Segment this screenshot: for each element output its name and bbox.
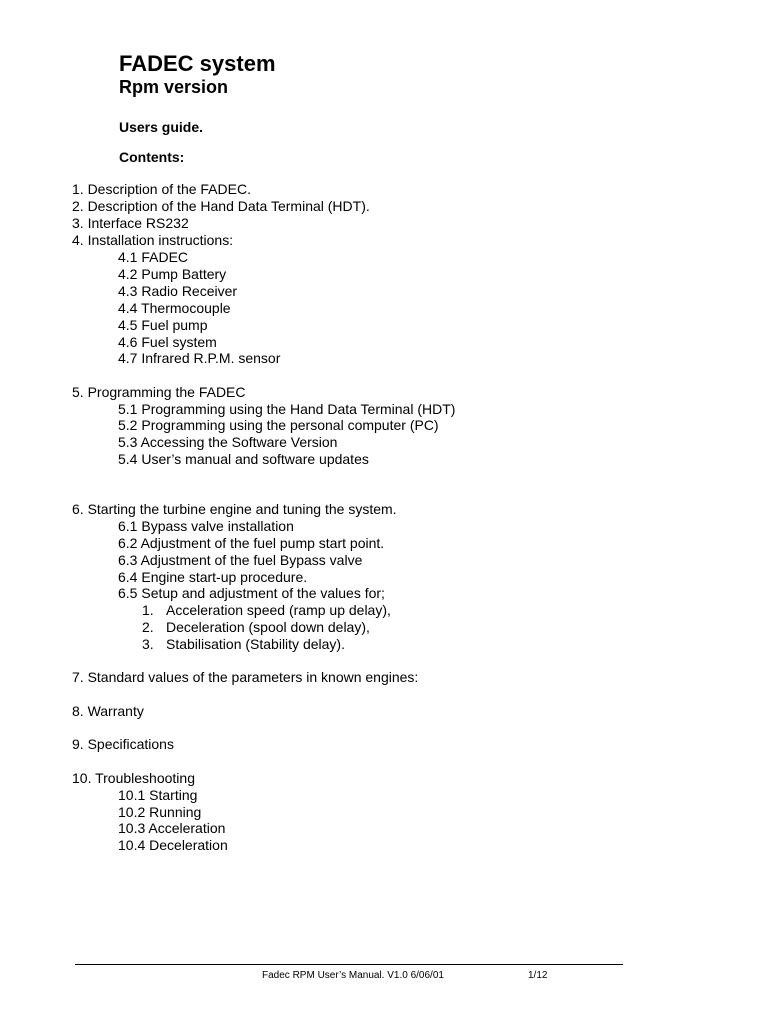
- toc-subitem: 6.3 Adjustment of the fuel Bypass valve: [118, 552, 363, 568]
- toc-subitem: 10.1 Starting: [118, 787, 198, 803]
- toc-subitem: 5.3 Accessing the Software Version: [118, 434, 338, 450]
- footer-rule: [75, 964, 623, 965]
- toc-item: 4. Installation instructions:: [72, 232, 234, 248]
- toc-subitem: 10.3 Acceleration: [118, 820, 226, 836]
- toc-subitem: 4.7 Infrared R.P.M. sensor: [118, 350, 281, 366]
- toc-subitem: 5.4 User’s manual and software updates: [118, 451, 369, 467]
- toc-subsubitem-text: Stabilisation (Stability delay).: [166, 636, 345, 652]
- toc-item: 9. Specifications: [72, 736, 174, 752]
- toc-item: 6. Starting the turbine engine and tuning the system.: [72, 501, 397, 517]
- toc-item: 3. Interface RS232: [72, 215, 189, 231]
- toc-subsubitem-number: 2.: [142, 619, 154, 635]
- toc-subitem: 6.4 Engine start-up procedure.: [118, 569, 308, 585]
- toc-item: 7. Standard values of the parameters in known engines:: [72, 669, 419, 685]
- toc-subitem: 5.2 Programming using the personal computer (PC): [118, 417, 439, 433]
- toc-subsubitem-number: 1.: [142, 602, 154, 618]
- toc-subsubitem-text: Deceleration (spool down delay),: [166, 619, 370, 635]
- toc-subsubitem-number: 3.: [142, 636, 154, 652]
- users-guide-heading: Users guide.: [119, 119, 204, 135]
- toc-subitem: 10.2 Running: [118, 804, 202, 820]
- footer-manual-info: Fadec RPM User’s Manual. V1.0 6/06/01: [262, 970, 444, 981]
- toc-subitem: 4.1 FADEC: [118, 249, 189, 265]
- toc-subitem: 6.5 Setup and adjustment of the values for;: [118, 585, 385, 601]
- toc-subitem: 4.3 Radio Receiver: [118, 283, 238, 299]
- toc-subitem: 6.1 Bypass valve installation: [118, 518, 294, 534]
- toc-subitem: 4.2 Pump Battery: [118, 266, 227, 282]
- document-subtitle: Rpm version: [119, 77, 229, 97]
- toc-item: 1. Description of the FADEC.: [72, 181, 251, 197]
- toc-item: 8. Warranty: [72, 703, 144, 719]
- footer-page-number: 1/12: [528, 970, 548, 981]
- toc-subitem: 10.4 Deceleration: [118, 837, 228, 853]
- toc-subitem: 5.1 Programming using the Hand Data Terminal (HDT): [118, 401, 456, 417]
- document-title: FADEC system: [119, 51, 276, 76]
- toc-subitem: 4.6 Fuel system: [118, 334, 217, 350]
- toc-subsubitem-text: Acceleration speed (ramp up delay),: [166, 602, 391, 618]
- toc-item: 2. Description of the Hand Data Terminal (HDT).: [72, 198, 370, 214]
- toc-subitem: 6.2 Adjustment of the fuel pump start point.: [118, 535, 385, 551]
- contents-heading: Contents:: [119, 149, 185, 165]
- toc-subitem: 4.5 Fuel pump: [118, 317, 208, 333]
- toc-item: 10. Troubleshooting: [72, 770, 195, 786]
- toc-subitem: 4.4 Thermocouple: [118, 300, 231, 316]
- toc-item: 5. Programming the FADEC: [72, 384, 246, 400]
